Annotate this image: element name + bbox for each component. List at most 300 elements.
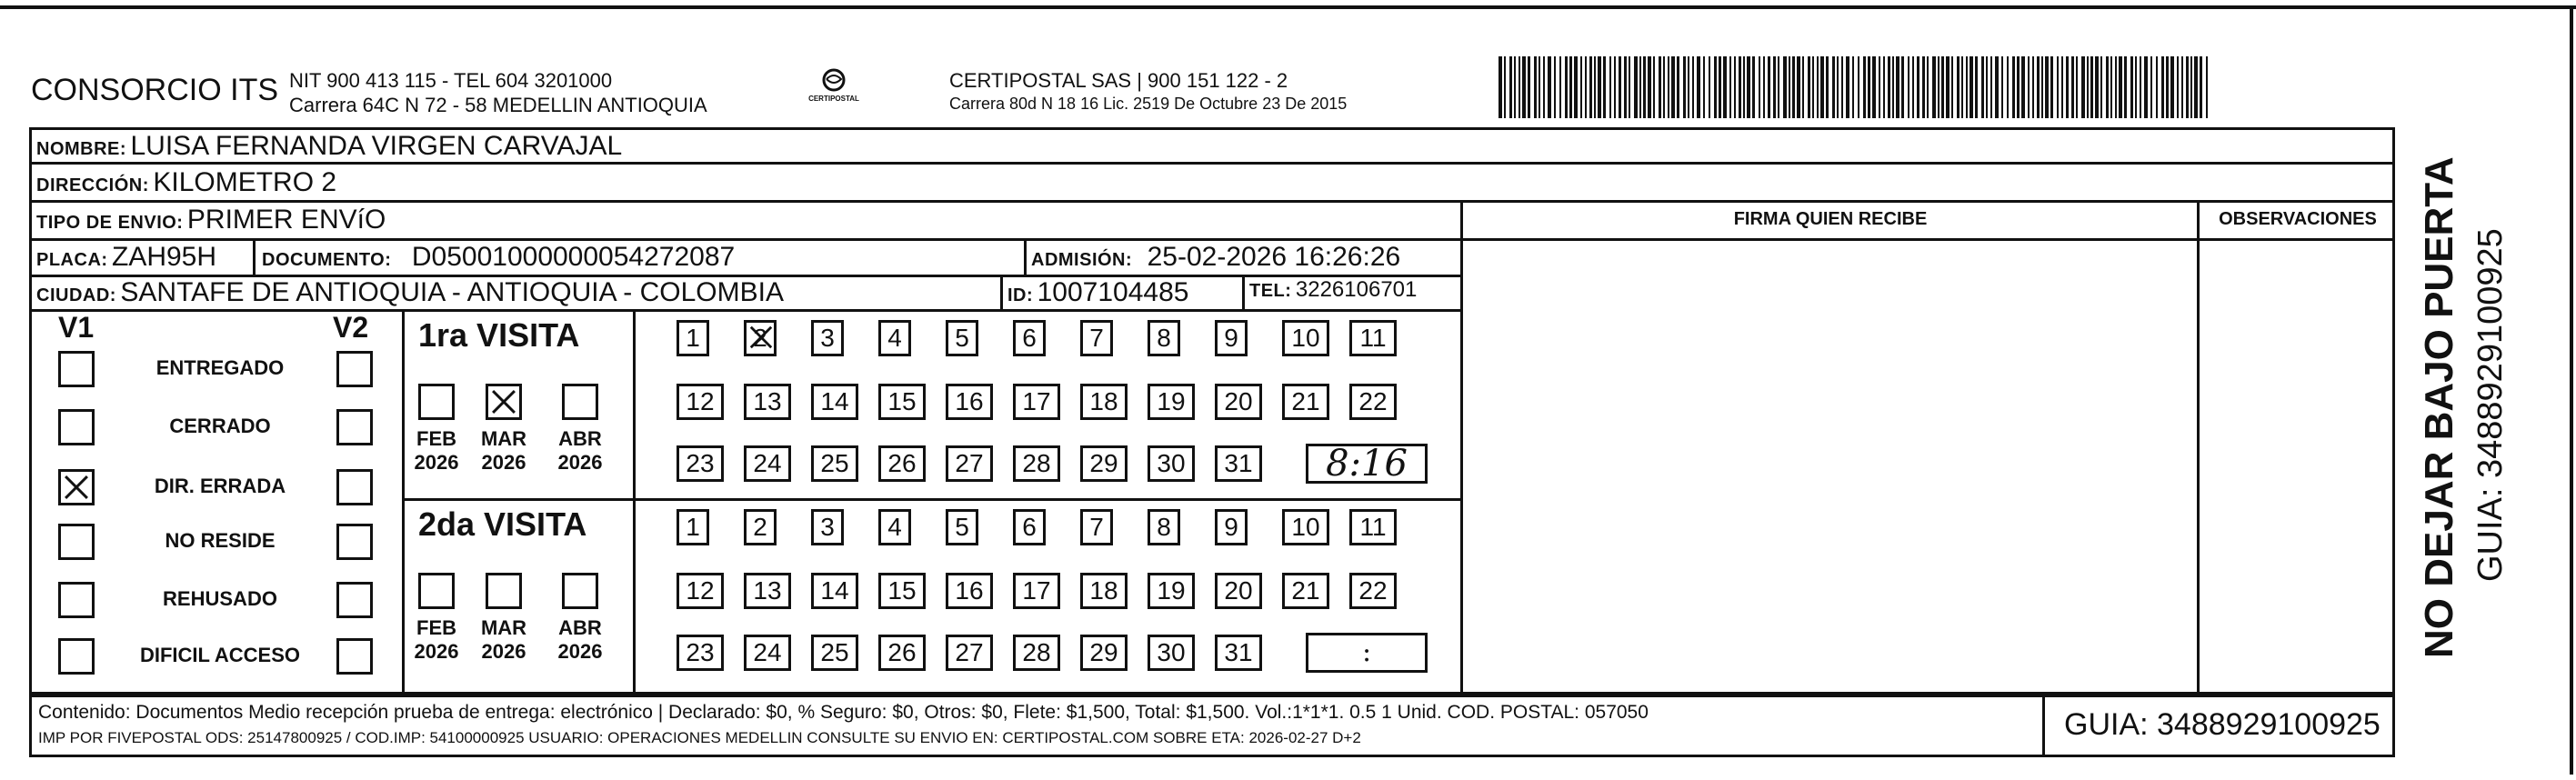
- day-box[interactable]: [1148, 384, 1195, 420]
- day-box[interactable]: [946, 635, 993, 671]
- day-box[interactable]: [946, 573, 993, 609]
- day-number: 6: [1022, 324, 1037, 352]
- day-box[interactable]: [946, 509, 978, 545]
- month-year: 2026: [481, 640, 526, 663]
- barcode-bar: [1522, 56, 1526, 118]
- footer-right: [2392, 695, 2395, 756]
- footer-guia: GUIA: 3488929100925: [2064, 707, 2381, 742]
- day-box[interactable]: [811, 509, 844, 545]
- barcode-bar: [2166, 56, 2169, 118]
- month-year: 2026: [481, 451, 526, 474]
- barcode-bar: [1759, 56, 1760, 118]
- day-number: 2: [753, 513, 767, 541]
- barcode-bar: [1927, 56, 1929, 118]
- v2-checkbox[interactable]: [336, 582, 373, 618]
- barcode-bar: [1888, 56, 1890, 118]
- barcode-bar: [2156, 56, 2158, 118]
- day-box[interactable]: [744, 384, 791, 420]
- day-box[interactable]: [1080, 573, 1128, 609]
- firma-header: FIRMA QUIEN RECIBE: [1733, 209, 1928, 229]
- barcode-bar: [1802, 56, 1804, 118]
- day-box[interactable]: [946, 445, 993, 482]
- col-line: [2197, 200, 2200, 695]
- day-box[interactable]: [744, 320, 777, 356]
- row-line: [402, 498, 1462, 501]
- v2-checkbox[interactable]: [336, 524, 373, 560]
- day-box[interactable]: [811, 573, 858, 609]
- day-box[interactable]: [1215, 384, 1262, 420]
- day-box[interactable]: [1148, 573, 1195, 609]
- barcode-bar: [1619, 56, 1621, 118]
- barcode-bar: [1565, 56, 1568, 118]
- barcode-bar: [1614, 56, 1616, 118]
- barcode-bar: [1986, 56, 1988, 118]
- barcode-bar: [1846, 56, 1849, 118]
- day-box[interactable]: [1215, 509, 1248, 545]
- month-label: [409, 427, 464, 475]
- barcode-bar: [2021, 56, 2025, 118]
- barcode-bar: [1995, 56, 1999, 118]
- id-row: [1007, 277, 1188, 308]
- day-box[interactable]: [878, 320, 911, 356]
- day-number: 31: [1224, 638, 1253, 666]
- tipo-label: TIPO DE ENVIO:: [36, 213, 184, 233]
- barcode-bar: [1951, 56, 1953, 118]
- status-label: ENTREGADO: [155, 356, 285, 379]
- day-number: 28: [1022, 449, 1051, 477]
- nombre-value: LUISA FERNANDA VIRGEN CARVAJAL: [130, 131, 623, 161]
- month-label: [409, 616, 464, 664]
- month-name: FEB: [416, 616, 456, 639]
- month-checkbox[interactable]: [486, 573, 522, 609]
- barcode-bar: [2090, 56, 2093, 118]
- barcode-bar: [1594, 56, 1596, 118]
- barcode-bar: [2140, 56, 2141, 118]
- v1-checkbox[interactable]: [58, 409, 95, 445]
- day-box[interactable]: [1215, 635, 1262, 671]
- day-box[interactable]: [878, 384, 926, 420]
- month-name: FEB: [416, 427, 456, 450]
- col-line: [253, 238, 256, 275]
- day-box[interactable]: [1013, 509, 1046, 545]
- day-number: 30: [1157, 638, 1186, 666]
- day-number: 13: [753, 387, 782, 415]
- day-box[interactable]: [744, 509, 777, 545]
- barcode-bar: [1763, 56, 1765, 118]
- day-number: 21: [1291, 387, 1320, 415]
- footer-contenido: Contenido: Documentos Medio recepción prueba de entrega: electrónico | Declarado: $0, % Seguro: $0, Otros: $0, Flete: $1,500, Total: $1,500. Vol.:1*1*1. 0.5 1 Unid. COD. POSTAL: 057050: [38, 702, 1649, 723]
- barcode-bar: [2061, 56, 2063, 118]
- barcode-bar: [1519, 56, 1520, 118]
- barcode-bar: [2181, 56, 2183, 118]
- barcode-bar: [1729, 56, 1731, 118]
- x-mark-icon: [61, 472, 92, 503]
- day-number: 23: [686, 449, 715, 477]
- barcode-bar: [1498, 56, 1502, 118]
- barcode-bar: [1858, 56, 1859, 118]
- direccion-value: KILOMETRO 2: [153, 167, 337, 197]
- barcode-bar: [1739, 56, 1741, 118]
- footer-left: [29, 695, 32, 756]
- barcode-bar: [1808, 56, 1810, 118]
- barcode-bar: [1723, 56, 1727, 118]
- status-label: DIR. ERRADA: [154, 475, 286, 497]
- barcode-bar: [1879, 56, 1880, 118]
- barcode-bar: [1514, 56, 1516, 118]
- day-box[interactable]: [1349, 573, 1397, 609]
- barcode-bar: [1580, 56, 1582, 118]
- day-box[interactable]: [1013, 635, 1060, 671]
- day-number: 4: [887, 513, 902, 541]
- barcode-bar: [2032, 56, 2034, 118]
- col-line: [2042, 695, 2045, 756]
- barcode-bar: [1603, 56, 1606, 118]
- barcode-bar: [1768, 56, 1770, 118]
- barcode-bar: [1569, 56, 1572, 118]
- barcode-bar: [1653, 56, 1655, 118]
- col-line: [1024, 238, 1027, 275]
- month-checkbox[interactable]: [418, 384, 455, 420]
- row-line: [29, 309, 1462, 312]
- direccion-row: [36, 167, 336, 198]
- day-number: 9: [1224, 324, 1238, 352]
- tipo-value: PRIMER ENVíO: [186, 205, 386, 235]
- barcode-bar: [2057, 56, 2059, 118]
- barcode-bar: [1747, 56, 1750, 118]
- month-name: MAR: [480, 427, 527, 450]
- day-box[interactable]: [811, 320, 844, 356]
- day-box[interactable]: [744, 445, 791, 482]
- barcode-bar: [1629, 56, 1630, 118]
- barcode-bar: [1504, 56, 1506, 118]
- day-number: 10: [1291, 513, 1320, 541]
- day-number: 25: [820, 638, 849, 666]
- day-box[interactable]: [1080, 509, 1113, 545]
- day-number: 12: [686, 576, 715, 605]
- barcode-bar: [1863, 56, 1866, 118]
- day-box[interactable]: [1349, 384, 1397, 420]
- barcode-bar: [1868, 56, 1870, 118]
- day-number: 7: [1089, 324, 1104, 352]
- col-line: [402, 309, 405, 695]
- day-box[interactable]: [1349, 320, 1397, 356]
- barcode-bar: [1585, 56, 1587, 118]
- day-box[interactable]: [744, 573, 791, 609]
- day-number: 21: [1291, 576, 1320, 605]
- month-year: 2026: [414, 640, 459, 663]
- day-number: 27: [955, 638, 984, 666]
- day-number: 26: [887, 449, 917, 477]
- day-number: 17: [1022, 576, 1051, 605]
- certipostal-logo-icon: [802, 65, 866, 111]
- id-label: ID:: [1007, 285, 1034, 305]
- ciudad-value: SANTAFE DE ANTIOQUIA - ANTIOQUIA - COLOMBIA: [120, 277, 784, 307]
- barcode-bar: [1966, 56, 1968, 118]
- day-box[interactable]: [677, 320, 709, 356]
- tel-label: TEL:: [1249, 281, 1292, 301]
- day-number: 31: [1224, 449, 1253, 477]
- barcode-bar: [2194, 56, 2198, 118]
- x-mark-icon: [488, 386, 519, 417]
- barcode-bar: [1975, 56, 1978, 118]
- month-checkbox[interactable]: [418, 573, 455, 609]
- day-box[interactable]: [1013, 445, 1060, 482]
- documento-label: DOCUMENTO:: [262, 250, 392, 270]
- company-nit: NIT 900 413 115 - TEL 604 3201000: [289, 69, 613, 92]
- barcode-bar: [1639, 56, 1641, 118]
- day-number: 14: [820, 576, 849, 605]
- v1-checkbox[interactable]: [58, 469, 95, 505]
- day-number: 11: [1359, 513, 1387, 541]
- barcode-bar: [1543, 56, 1545, 118]
- time-box[interactable]: :: [1306, 633, 1428, 673]
- row-line: [29, 238, 2395, 241]
- barcode-bar: [2106, 56, 2109, 118]
- day-number: 29: [1089, 638, 1118, 666]
- v2-checkbox[interactable]: [336, 409, 373, 445]
- col-line: [1460, 200, 1463, 695]
- barcode-bar: [1624, 56, 1627, 118]
- v2-checkbox[interactable]: [336, 469, 373, 505]
- v1-checkbox[interactable]: [58, 351, 95, 387]
- day-number: 29: [1089, 449, 1118, 477]
- day-box[interactable]: [1148, 445, 1195, 482]
- admision-row: [1031, 242, 1400, 273]
- status-label: CERRADO: [169, 415, 271, 437]
- day-box[interactable]: [878, 635, 926, 671]
- barcode-bar: [2186, 56, 2189, 118]
- day-box[interactable]: [878, 445, 926, 482]
- barcode-bar: [1941, 56, 1944, 118]
- day-number: 4: [887, 324, 902, 352]
- barcode-bar: [1697, 56, 1700, 118]
- barcode-bar: [1688, 56, 1689, 118]
- day-box[interactable]: [1148, 320, 1180, 356]
- day-box[interactable]: [1282, 384, 1329, 420]
- day-number: 8: [1157, 324, 1171, 352]
- v1-checkbox[interactable]: [58, 638, 95, 675]
- barcode-bar: [2124, 56, 2127, 118]
- day-box[interactable]: [1080, 384, 1128, 420]
- barcode-bar: [1773, 56, 1776, 118]
- day-box[interactable]: [677, 384, 724, 420]
- day-number: 1: [686, 513, 700, 541]
- status-label: DIFICIL ACCESO: [139, 644, 300, 666]
- day-box[interactable]: [811, 635, 858, 671]
- barcode-bar: [2115, 56, 2117, 118]
- day-box[interactable]: [1349, 509, 1397, 545]
- day-box[interactable]: [1215, 320, 1248, 356]
- barcode-bar: [1683, 56, 1686, 118]
- barcode-bar: [2130, 56, 2133, 118]
- barcode-bar: [1783, 56, 1787, 118]
- day-number: 12: [686, 387, 715, 415]
- day-number: 20: [1224, 387, 1253, 415]
- v1-checkbox[interactable]: [58, 524, 95, 560]
- day-box[interactable]: [1282, 509, 1329, 545]
- barcode-bar: [1509, 56, 1512, 118]
- month-year: 2026: [414, 451, 459, 474]
- day-number: 24: [753, 449, 782, 477]
- month-checkbox[interactable]: [562, 573, 598, 609]
- v1-label: V1: [58, 311, 95, 344]
- month-year: 2026: [557, 640, 603, 663]
- day-box[interactable]: [1282, 573, 1329, 609]
- barcode-bar: [2066, 56, 2069, 118]
- admision-value: 25-02-2026 16:26:26: [1147, 242, 1401, 272]
- barcode-bar: [1817, 56, 1819, 118]
- day-box[interactable]: [744, 635, 791, 671]
- barcode-bar: [1812, 56, 1814, 118]
- day-box[interactable]: [1080, 320, 1113, 356]
- barcode-bar: [1957, 56, 1960, 118]
- barcode-bar: [2028, 56, 2030, 118]
- month-checkbox[interactable]: [486, 384, 522, 420]
- barcode-bar: [2012, 56, 2015, 118]
- day-box[interactable]: [1215, 573, 1262, 609]
- day-number: 5: [955, 324, 969, 352]
- day-number: 8: [1157, 513, 1171, 541]
- placa-value: ZAH95H: [112, 242, 217, 272]
- month-label: [476, 616, 531, 664]
- barcode-bar: [1990, 56, 1992, 118]
- day-number: 16: [955, 387, 984, 415]
- barcode-bar: [1981, 56, 1984, 118]
- barcode-bar: [1797, 56, 1800, 118]
- barcode-bar: [1896, 56, 1899, 118]
- barcode-bar: [1643, 56, 1646, 118]
- day-number: 3: [820, 513, 835, 541]
- day-number: 19: [1157, 576, 1186, 605]
- barcode-bar: [1663, 56, 1665, 118]
- day-number: 22: [1358, 576, 1388, 605]
- col-line: [633, 309, 636, 695]
- barcode-bar: [1841, 56, 1843, 118]
- barcode-bar: [1908, 56, 1909, 118]
- status-label: REHUSADO: [163, 587, 277, 610]
- barcode-bar: [1671, 56, 1675, 118]
- day-box[interactable]: [1282, 320, 1329, 356]
- day-box[interactable]: [677, 445, 724, 482]
- month-checkbox[interactable]: [562, 384, 598, 420]
- nombre-row: [36, 131, 622, 162]
- day-box[interactable]: [1013, 384, 1060, 420]
- day-box[interactable]: [677, 635, 724, 671]
- barcode-bar: [1901, 56, 1904, 118]
- barcode-bar: [1548, 56, 1551, 118]
- certipostal-logo: [802, 65, 866, 111]
- v2-label: V2: [333, 311, 369, 344]
- barcode-bar: [1559, 56, 1561, 118]
- barcode-bar: [1677, 56, 1679, 118]
- day-box[interactable]: [1148, 635, 1195, 671]
- day-number: 15: [887, 576, 917, 605]
- barcode-bar: [1528, 56, 1530, 118]
- day-box[interactable]: [1215, 445, 1262, 482]
- row-line: [29, 200, 2395, 203]
- barcode-bar: [1714, 56, 1717, 118]
- status-label: NO RESIDE: [165, 529, 276, 552]
- day-number: 5: [955, 513, 969, 541]
- barcode-bar: [2170, 56, 2174, 118]
- nombre-label: NOMBRE:: [36, 139, 127, 159]
- v2-checkbox[interactable]: [336, 351, 373, 387]
- barcode-bar: [2095, 56, 2099, 118]
- v1-checkbox[interactable]: [58, 582, 95, 618]
- barcode-bar: [2144, 56, 2148, 118]
- day-number: 24: [753, 638, 782, 666]
- day-box[interactable]: [1148, 509, 1180, 545]
- day-box[interactable]: [1013, 320, 1046, 356]
- day-box[interactable]: [1080, 445, 1128, 482]
- barcode-bar: [1872, 56, 1876, 118]
- month-name: ABR: [558, 427, 602, 450]
- barcode-bar: [1648, 56, 1651, 118]
- documento-value: D05001000000054272087: [411, 242, 736, 272]
- day-number: 28: [1022, 638, 1051, 666]
- day-box[interactable]: [1080, 635, 1128, 671]
- barcode-bar: [2081, 56, 2085, 118]
- day-number: 22: [1358, 387, 1388, 415]
- day-box[interactable]: [811, 384, 858, 420]
- month-name: ABR: [558, 616, 602, 639]
- barcode-bar: [1883, 56, 1885, 118]
- day-box[interactable]: [811, 445, 858, 482]
- day-number: 18: [1089, 387, 1118, 415]
- barcode-bar: [2190, 56, 2192, 118]
- barcode-bar: [1534, 56, 1537, 118]
- day-box[interactable]: [1013, 573, 1060, 609]
- v2-checkbox[interactable]: [336, 638, 373, 675]
- barcode-bar: [1598, 56, 1601, 118]
- top-border: [0, 5, 2576, 9]
- col-line: [1242, 275, 1245, 309]
- placa-label: PLACA:: [36, 250, 108, 270]
- barcode-bar: [2150, 56, 2152, 118]
- barcode-bar: [1743, 56, 1745, 118]
- footer-bottom: [29, 755, 2395, 757]
- day-number: 16: [955, 576, 984, 605]
- barcode-bar: [1789, 56, 1790, 118]
- footer-impresion: IMP POR FIVEPOSTAL ODS: 25147800925 / COD.IMP: 54100000925 USUARIO: OPERACIONES MEDELLIN CONSULTE SU ENVIO EN: CERTIPOSTAL.COM SOBRE ETA: 2026-02-27 D+2: [38, 729, 1361, 746]
- day-box[interactable]: [946, 320, 978, 356]
- barcode-bar: [1589, 56, 1592, 118]
- documento-row: [262, 242, 735, 273]
- day-number: 7: [1089, 513, 1104, 541]
- day-box[interactable]: [878, 509, 911, 545]
- right-border: [2570, 5, 2573, 775]
- day-number: 26: [887, 638, 917, 666]
- barcode-bar: [2037, 56, 2040, 118]
- barcode-bar: [2001, 56, 2003, 118]
- ciudad-row: [36, 277, 784, 308]
- day-box[interactable]: [677, 573, 724, 609]
- month-year: 2026: [557, 451, 603, 474]
- barcode-bar: [1922, 56, 1925, 118]
- barcode-bar: [2177, 56, 2179, 118]
- time-box[interactable]: 8:16: [1306, 444, 1428, 484]
- barcode-bar: [2071, 56, 2074, 118]
- day-box[interactable]: [677, 509, 709, 545]
- barcode-bar: [1932, 56, 1936, 118]
- side-warning: NO DEJAR BAJO PUERTA: [2417, 156, 2461, 658]
- company-name: CONSORCIO ITS: [31, 73, 279, 107]
- barcode-bar: [1792, 56, 1795, 118]
- barcode-bar: [1917, 56, 1919, 118]
- day-box[interactable]: [878, 573, 926, 609]
- barcode-bar: [1970, 56, 1973, 118]
- day-box[interactable]: [946, 384, 993, 420]
